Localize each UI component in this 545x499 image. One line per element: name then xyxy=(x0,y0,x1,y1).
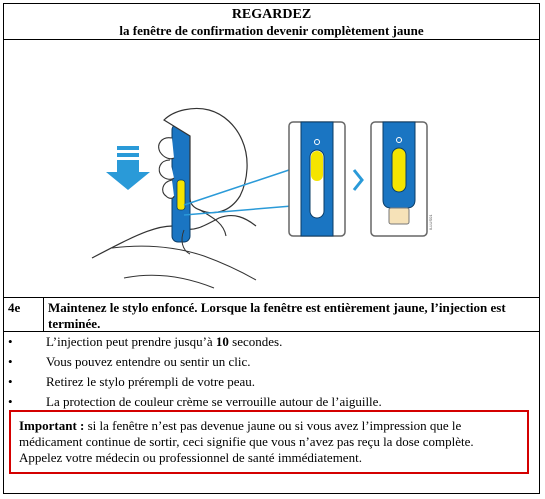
bullet-text-end: secondes. xyxy=(228,334,283,349)
bullet-icon: • xyxy=(8,374,13,389)
bullet-icon: • xyxy=(8,334,13,349)
bullet-icon: • xyxy=(8,394,13,409)
window-before-zoom xyxy=(289,122,345,236)
bullet-list xyxy=(4,333,539,413)
prefilled-pen xyxy=(172,124,190,242)
bullet-icon: • xyxy=(8,354,13,369)
list-item xyxy=(4,333,539,353)
section-header xyxy=(4,4,539,40)
step-instruction: Maintenez le stylo enfoncé. Lorsque la fenêtre est entièrement jaune, l’injection est terminée. xyxy=(48,300,506,331)
important-notice xyxy=(9,410,529,474)
header-subtitle: la fenêtre de confirmation devenir complètement jaune xyxy=(119,23,424,38)
important-label: Important : xyxy=(19,418,85,433)
bullet-bold-value: 10 xyxy=(215,334,229,349)
header-title: REGARDEZ xyxy=(231,7,312,22)
list-item xyxy=(4,353,539,373)
bullet-text: Vous pouvez entendre ou sentir un clic. xyxy=(46,354,251,369)
pen-injection-illustration xyxy=(4,40,539,297)
list-item xyxy=(4,373,539,393)
step-row xyxy=(4,297,539,332)
window-after-zoom xyxy=(371,122,427,236)
bullet-text: La protection de couleur crème se verrouille autour de l’aiguille. xyxy=(46,394,382,409)
illustration-code: ILLUS01 xyxy=(428,214,433,230)
step-number: 4e xyxy=(4,297,44,331)
down-arrow-icon xyxy=(106,146,150,190)
bullet-text: L’injection peut prendre jusqu’à xyxy=(46,334,216,349)
chevron-right-icon xyxy=(354,170,362,190)
instruction-table xyxy=(3,3,540,494)
important-text: si la fenêtre n’est pas devenue jaune ou si vous avez l’impression que le médicament continue de sortir, ceci signifie que vous n’avez pas reçu la dose complète. Appelez votre médecin ou professionnel de santé immédiatement. xyxy=(19,418,474,465)
illustration-panel xyxy=(4,40,539,298)
bullet-text: Retirez le stylo prérempli de votre peau. xyxy=(46,374,256,389)
